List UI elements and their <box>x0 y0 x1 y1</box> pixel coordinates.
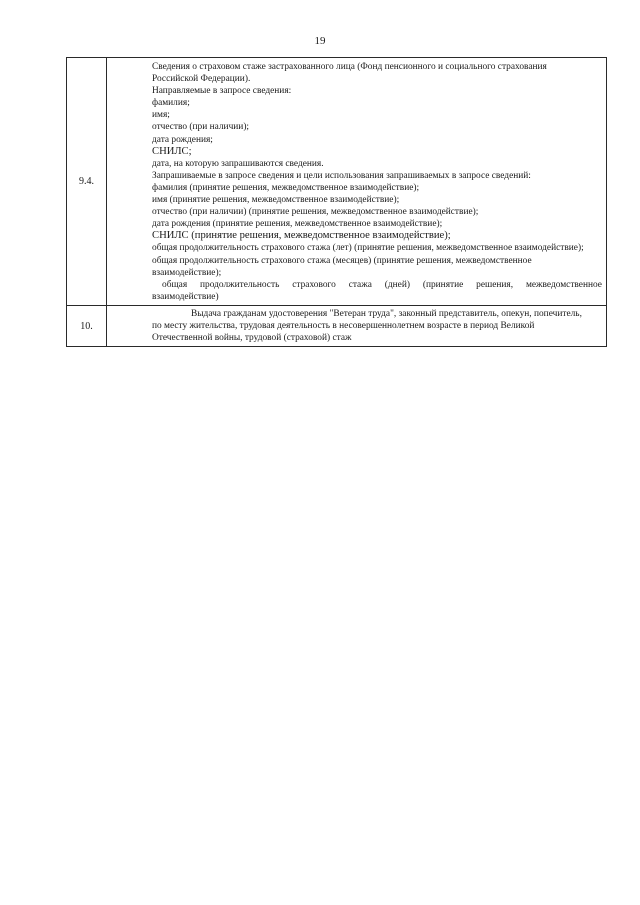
text-line: общая продолжительность страхового стажа (месяцев) (принятие решения, межведомственное <box>152 255 532 266</box>
text-line: дата рождения (принятие решения, межведомственное взаимодействие); <box>152 219 443 230</box>
word: продолжительность <box>200 279 280 290</box>
row-content <box>107 305 607 346</box>
text-line: Российской Федерации). <box>152 74 251 85</box>
row-number: 9.4. <box>67 58 107 306</box>
text-line: Сведения о страховом стаже застрахованного лица (Фонд пенсионного и социального страхования <box>152 62 547 72</box>
text-line: отчество (при наличии); <box>152 122 250 133</box>
text-line: СНИЛС (принятие решения, межведомственное взаимодействие); <box>152 230 451 242</box>
word: межведомственное <box>525 279 602 290</box>
text-line: Запрашиваемые в запросе сведения и цели использования запрашиваемых в запросе сведений: <box>152 170 531 181</box>
word: страхового <box>292 279 336 290</box>
word: стажа <box>348 279 372 290</box>
word: (принятие <box>422 279 464 290</box>
table-row <box>67 58 607 306</box>
text-line: по месту жительства, трудовая деятельность в несовершеннолетнем возрасте в период Великой <box>152 320 535 331</box>
word: решения, <box>476 279 514 290</box>
text-line: отчество (при наличии) (принятие решения, межведомственное взаимодействие); <box>152 207 479 218</box>
text-line: дата рождения; <box>152 134 213 145</box>
text-line: фамилия; <box>152 98 190 109</box>
word: (дней) <box>384 279 410 290</box>
justified-line <box>152 279 602 291</box>
text-line: общая продолжительность страхового стажа (лет) (принятие решения, межведомственное взаимодействие); <box>152 243 584 254</box>
text-line: Направляемые в запросе сведения: <box>152 86 292 97</box>
row-content <box>107 58 607 306</box>
text-line: Отечественной войны, трудовой (страховой) стаж <box>152 333 352 344</box>
table-row <box>67 305 607 346</box>
text-line: взаимодействие) <box>152 291 219 302</box>
text-line: имя (принятие решения, межведомственное взаимодействие); <box>152 195 400 206</box>
document-table <box>66 57 607 347</box>
page-number: 19 <box>314 35 326 47</box>
row-number: 10. <box>67 305 107 346</box>
text-line: СНИЛС; <box>152 145 192 157</box>
word: общая <box>162 279 188 290</box>
text-line: фамилия (принятие решения, межведомственное взаимодействие); <box>152 182 420 193</box>
text-line: взаимодействие); <box>152 267 222 278</box>
text-line: Выдача гражданам удостоверения "Ветеран труда", законный представитель, опекун, попечитель, <box>191 308 582 319</box>
text-line: дата, на которую запрашиваются сведения. <box>152 158 324 169</box>
text-line: имя; <box>152 110 170 121</box>
